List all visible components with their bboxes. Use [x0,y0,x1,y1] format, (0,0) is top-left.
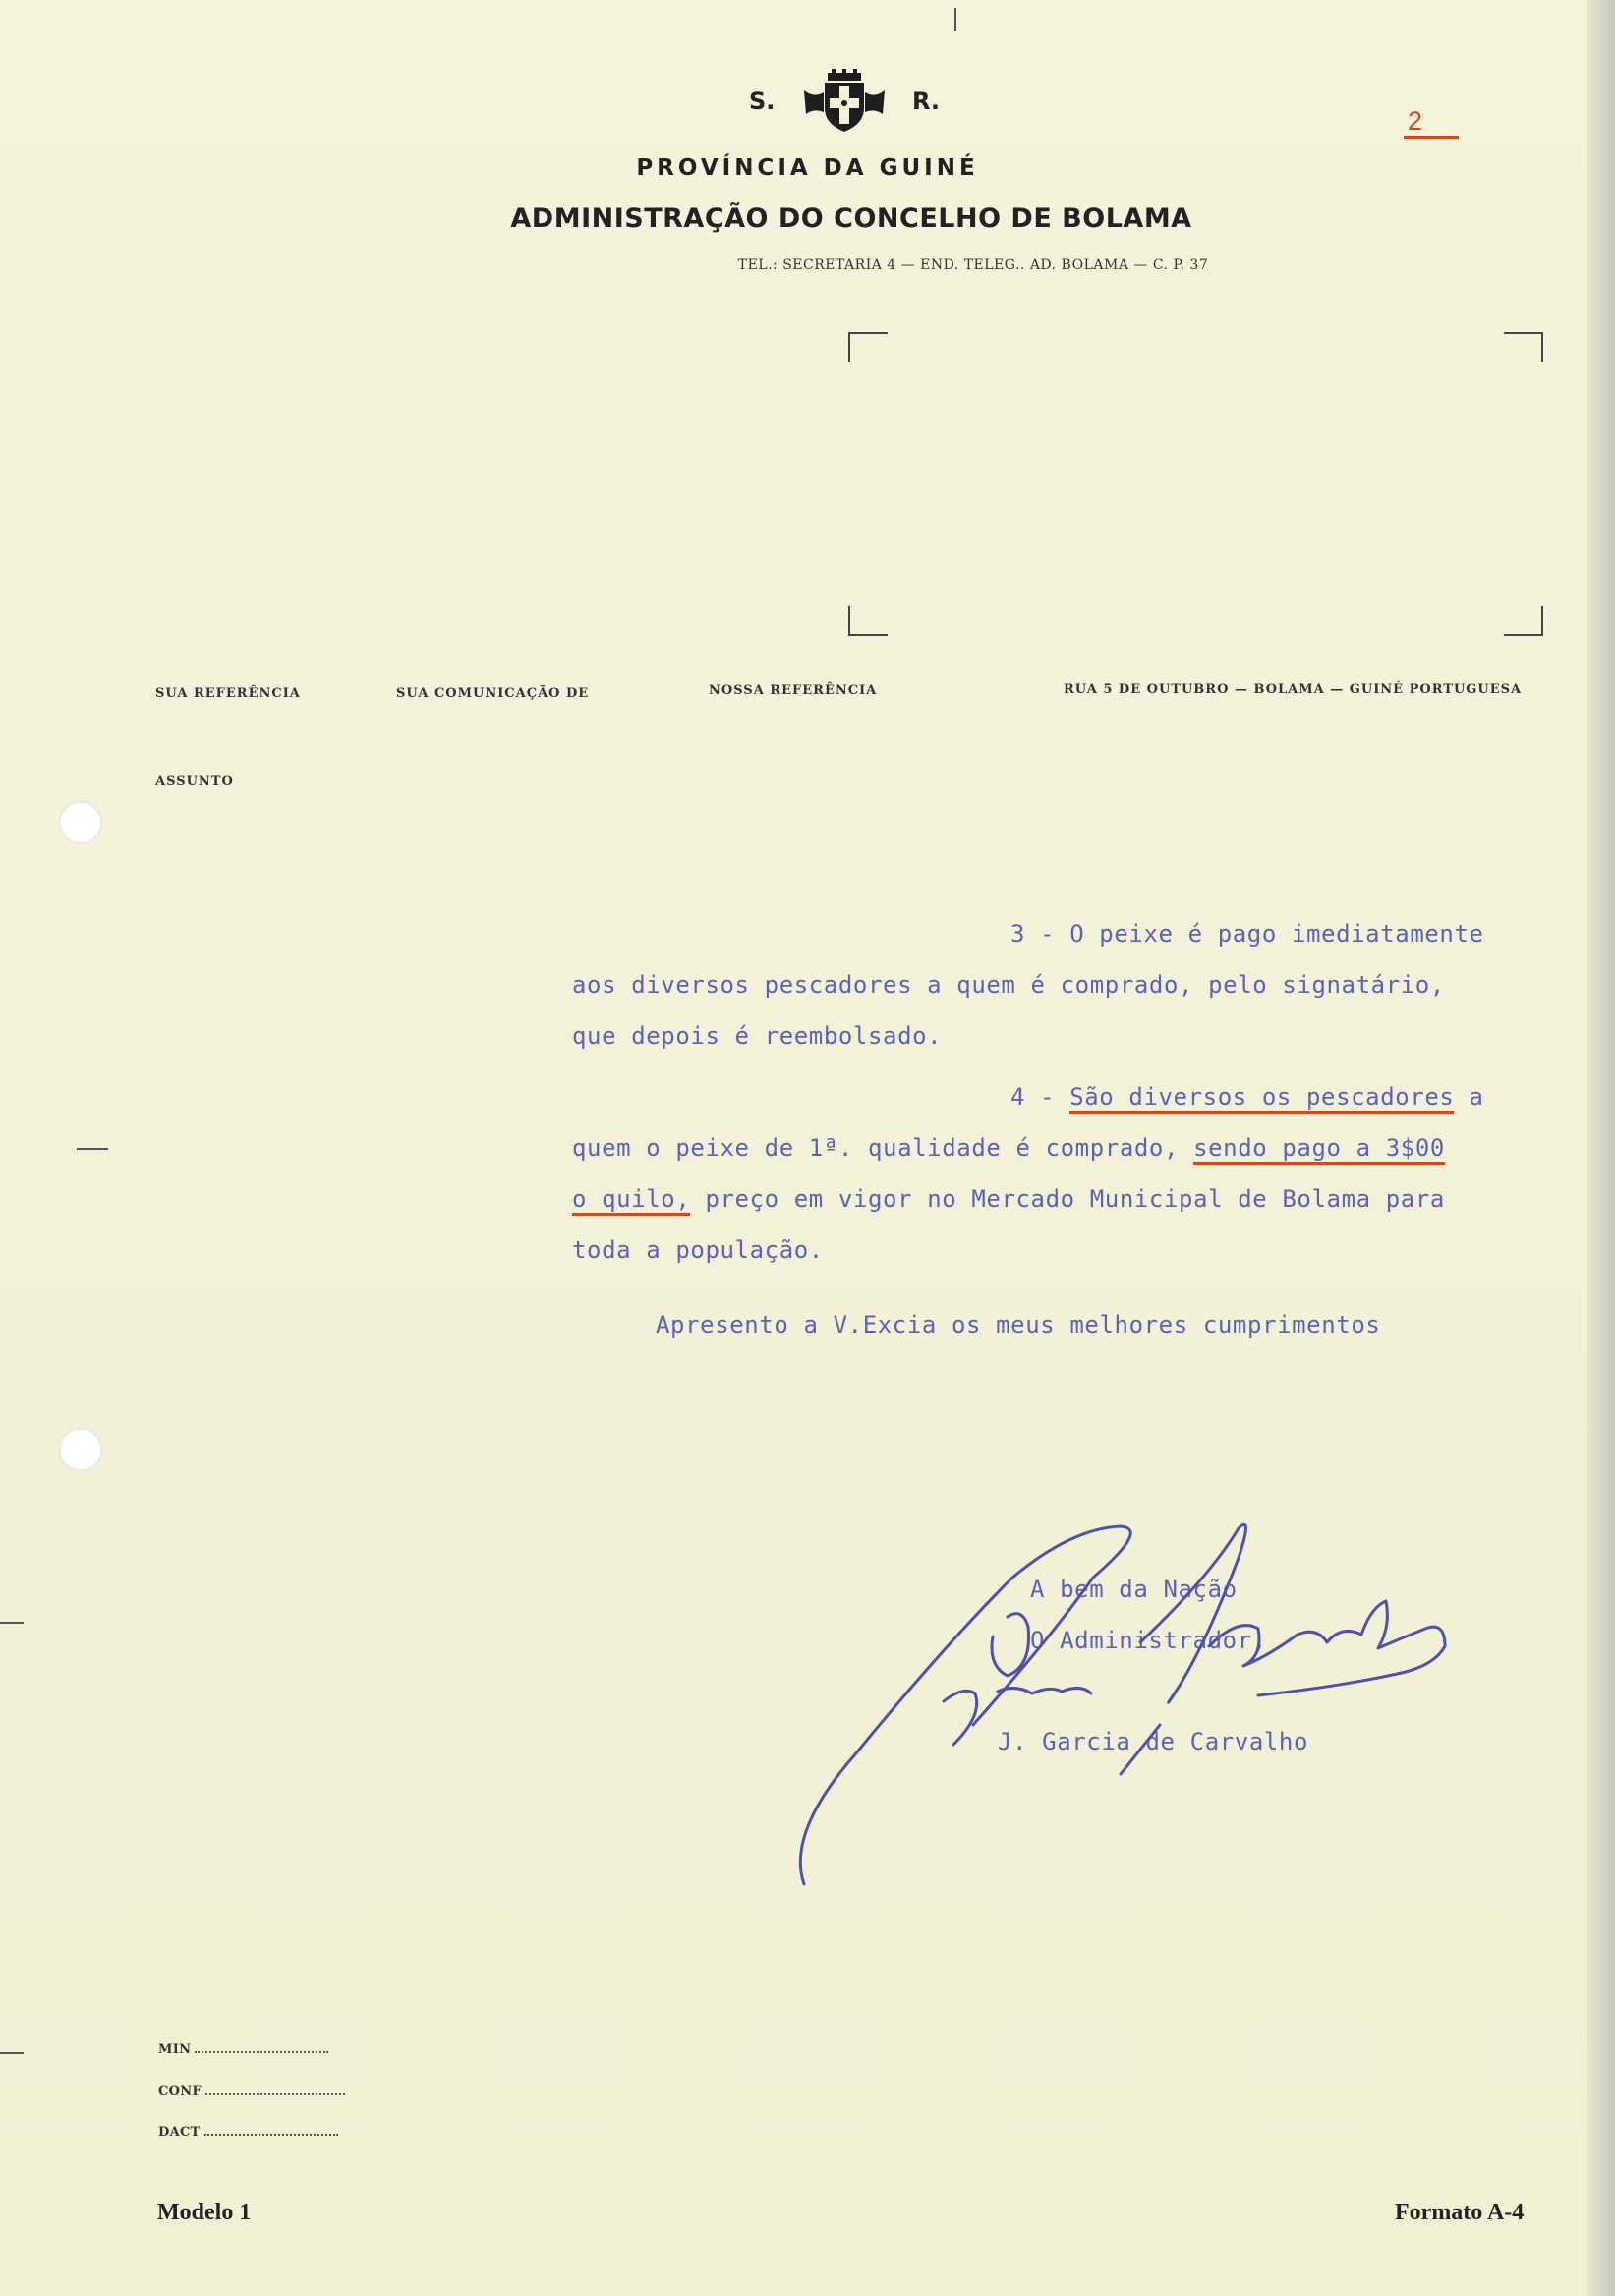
paragraph-4-line-3-end: preço em vigor no Mercado Municipal de Bolama para [690,1185,1445,1213]
paragraph-4-line-2-start: quem o peixe de 1ª. qualidade é comprado, [572,1134,1194,1162]
margin-mark [0,2052,24,2054]
address-window-corner-br [1504,606,1543,636]
address-window-corner-tl [848,332,888,362]
administration-heading: ADMINISTRAÇÃO DO CONCELHO DE BOLAMA [510,203,1192,234]
address-window-corner-bl [848,606,888,636]
coat-of-arms-icon [800,69,889,138]
seal-left-letter: S. [749,87,776,115]
address-label: RUA 5 DE OUTUBRO — BOLAMA — GUINÉ PORTUGUESA [1064,682,1523,697]
page-edge-shadow [1587,0,1615,2296]
underlined-phrase-fishermen: São diversos os pescadores [1069,1083,1454,1114]
your-communication-label: SUA COMUNICAÇÃO DE [396,686,590,701]
address-window-corner-tr [1504,332,1543,362]
form-field-conf-label: CONF [158,2084,202,2098]
paragraph-4-line-4: toda a população. [572,1236,824,1264]
dotted-line [204,2134,338,2136]
form-field-dact-label: DACT [158,2125,201,2140]
form-field-conf [158,2084,345,2098]
closing-salutation: Apresento a V.Excia os meus melhores cumprimentos [656,1311,1381,1339]
form-field-min [158,2042,328,2057]
paragraph-4-number: 4 - [1010,1083,1070,1111]
paragraph-3-line-3: que depois é reembolsado. [572,1022,943,1050]
filing-hole-bottom [59,1428,102,1471]
page-number: 2 [1408,106,1423,136]
your-reference-label: SUA REFERÊNCIA [155,686,301,701]
subject-label: ASSUNTO [155,775,234,789]
handwritten-signature [796,1519,1504,1892]
signature-line-nation: A bem da Nação [1030,1576,1238,1603]
fold-mark [77,1148,108,1150]
paragraph-4-line-3 [572,1185,1445,1213]
contact-line: TEL.: SECRETARIA 4 — END. TELEG.. AD. BOLAMA — C. P. 37 [737,258,1209,273]
paragraph-4-line-1 [1010,1083,1484,1111]
province-heading: PROVÍNCIA DA GUINÉ [636,155,979,181]
form-field-min-label: MIN [158,2042,192,2057]
dotted-line [195,2051,328,2053]
our-reference-label: NOSSA REFERÊNCIA [709,683,878,698]
top-center-mark [954,8,956,31]
signatory-name: J. Garcia de Carvalho [998,1728,1309,1755]
form-model-label: Modelo 1 [157,2200,252,2225]
paragraph-3-line-2: aos diversos pescadores a quem é comprado, pelo signatário, [572,971,1445,999]
filing-hole-top [59,801,102,844]
dotted-line [205,2093,345,2095]
form-field-dact [158,2125,338,2140]
margin-mark [0,1622,24,1624]
underlined-phrase-price: sendo pago a 3$00 [1193,1134,1445,1165]
underlined-phrase-kilo: o quilo, [572,1185,690,1216]
paragraph-3-line-1: 3 - O peixe é pago imediatamente [1010,920,1484,947]
page-number-underline [1404,136,1459,139]
paper-format-label: Formato A-4 [1395,2200,1525,2225]
paragraph-4-line-2 [572,1134,1445,1162]
seal-right-letter: R. [912,87,941,115]
signature-line-title: O Administrador, [1030,1627,1267,1654]
paragraph-4-line-1-end: a [1454,1083,1484,1111]
